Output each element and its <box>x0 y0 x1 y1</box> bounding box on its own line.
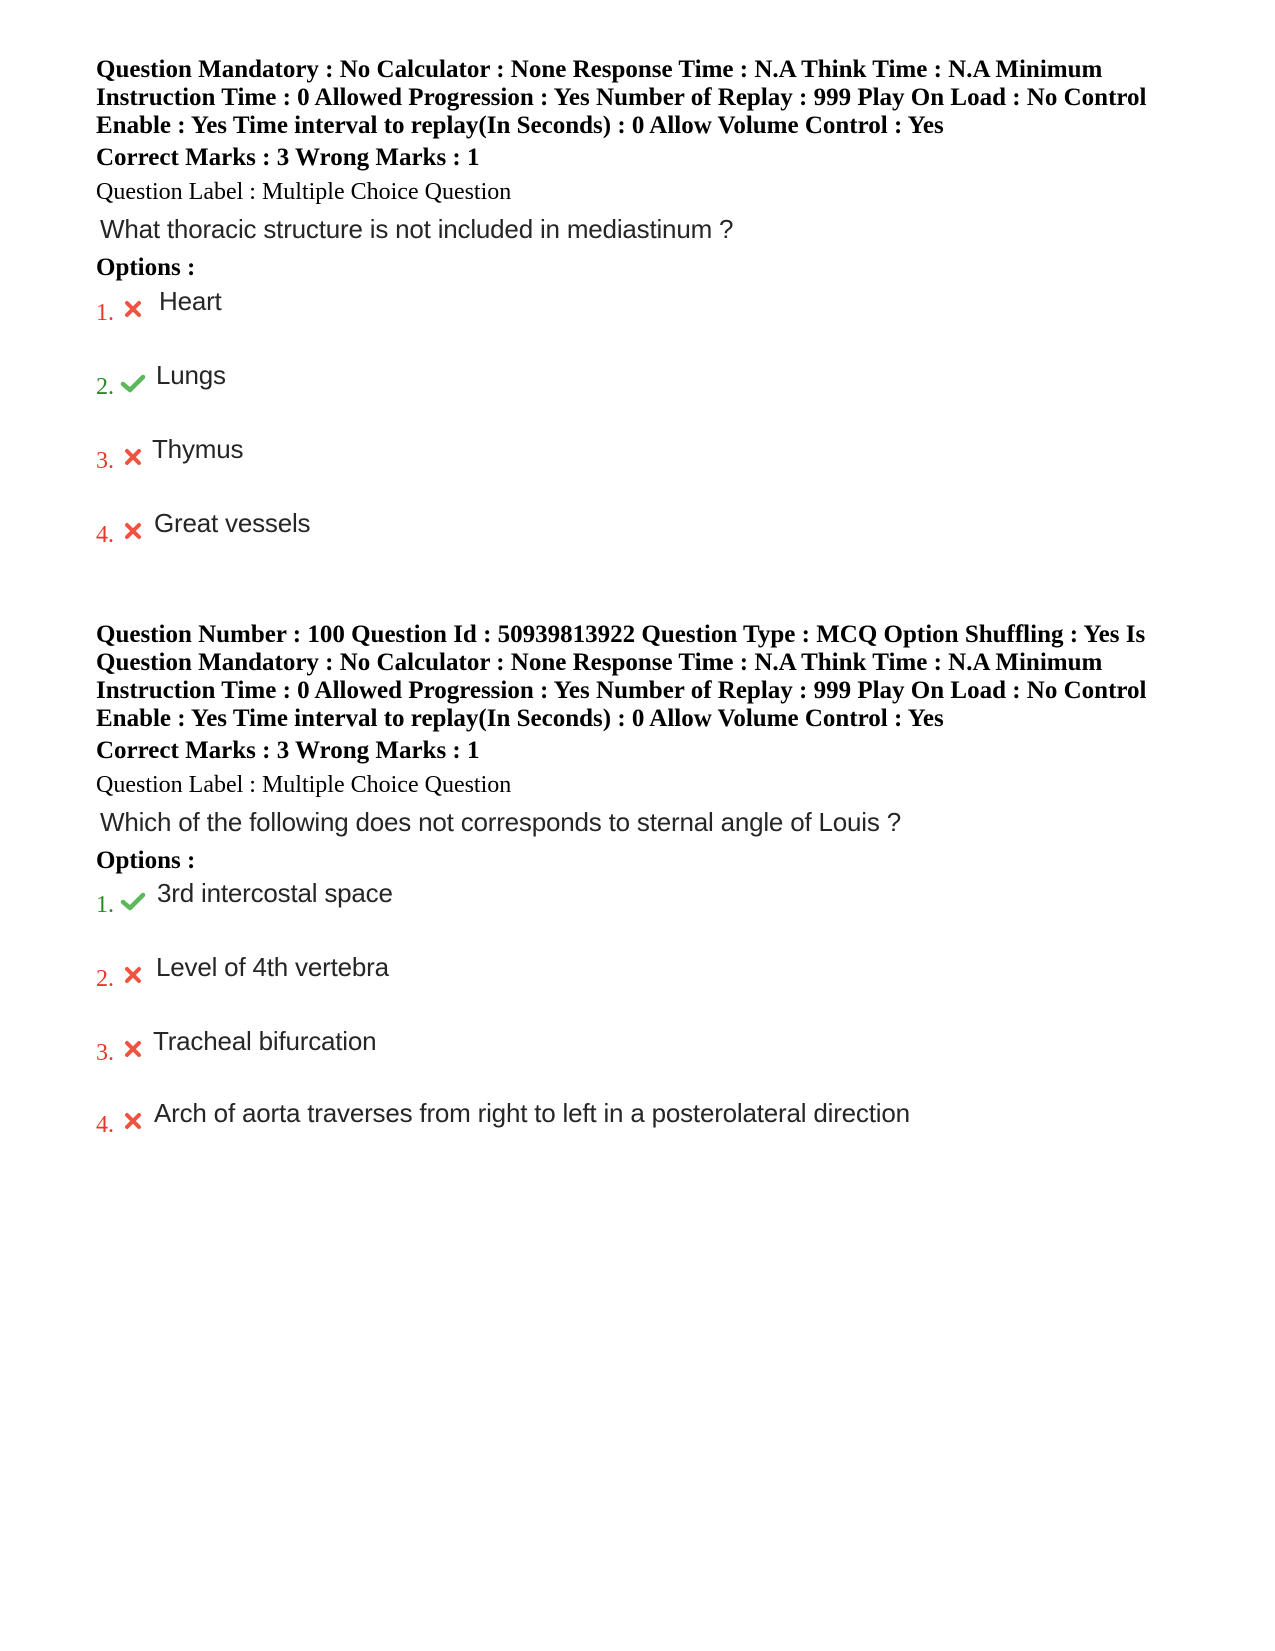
option-text: Heart <box>159 286 222 316</box>
check-icon <box>120 372 146 394</box>
option-item <box>96 508 1196 548</box>
question-meta-line: Instruction Time : 0 Allowed Progression : Yes Number of Replay : 999 Play On Load : No Control <box>96 84 1147 111</box>
option-item <box>96 878 1196 918</box>
option-text: Great vessels <box>154 508 311 538</box>
check-icon <box>120 890 146 912</box>
cross-icon <box>122 298 144 320</box>
question-block-2 <box>96 621 1196 875</box>
option-item <box>96 360 1196 400</box>
question-label: Question Label : Multiple Choice Question <box>96 179 512 205</box>
question-meta-line: Question Mandatory : No Calculator : None Response Time : N.A Think Time : N.A Minimum <box>96 56 1103 83</box>
question-meta-line: Question Mandatory : No Calculator : None Response Time : N.A Think Time : N.A Minimum <box>96 649 1103 676</box>
option-item <box>96 952 1196 992</box>
option-text: Lungs <box>156 360 226 390</box>
option-number: 2. <box>96 966 114 992</box>
option-number: 4. <box>96 522 114 548</box>
option-item <box>96 434 1196 474</box>
option-number: 3. <box>96 1040 114 1066</box>
option-number: 1. <box>96 300 114 326</box>
cross-icon <box>122 964 144 986</box>
question-meta-line: Enable : Yes Time interval to replay(In Seconds) : 0 Allow Volume Control : Yes <box>96 705 944 732</box>
options-label: Options : <box>96 847 196 874</box>
option-text: Thymus <box>152 434 244 464</box>
option-text: 3rd intercostal space <box>157 878 393 908</box>
question-meta-line: Enable : Yes Time interval to replay(In Seconds) : 0 Allow Volume Control : Yes <box>96 112 944 139</box>
option-item <box>96 286 1196 326</box>
option-item <box>96 1026 1196 1066</box>
cross-icon <box>122 520 144 542</box>
question-text: Which of the following does not corresponds to sternal angle of Louis ? <box>100 807 901 837</box>
option-number: 3. <box>96 448 114 474</box>
question-text: What thoracic structure is not included in mediastinum ? <box>100 214 734 244</box>
cross-icon <box>122 1038 144 1060</box>
question-meta-line: Question Number : 100 Question Id : 50939813922 Question Type : MCQ Option Shuffling : Yes Is <box>96 621 1146 648</box>
question-meta-line: Instruction Time : 0 Allowed Progression : Yes Number of Replay : 999 Play On Load : No Control <box>96 677 1147 704</box>
question-marks: Correct Marks : 3 Wrong Marks : 1 <box>96 737 480 764</box>
question-marks: Correct Marks : 3 Wrong Marks : 1 <box>96 144 480 171</box>
option-item <box>96 1098 1196 1138</box>
options-label: Options : <box>96 254 196 281</box>
option-text: Level of 4th vertebra <box>156 952 389 982</box>
option-number: 2. <box>96 374 114 400</box>
option-number: 1. <box>96 892 114 918</box>
cross-icon <box>122 446 144 468</box>
option-number: 4. <box>96 1112 114 1138</box>
option-text: Tracheal bifurcation <box>153 1026 377 1056</box>
question-label: Question Label : Multiple Choice Question <box>96 772 512 798</box>
cross-icon <box>122 1110 144 1132</box>
question-block-1 <box>96 56 1196 282</box>
option-text: Arch of aorta traverses from right to left in a posterolateral direction <box>154 1098 910 1128</box>
